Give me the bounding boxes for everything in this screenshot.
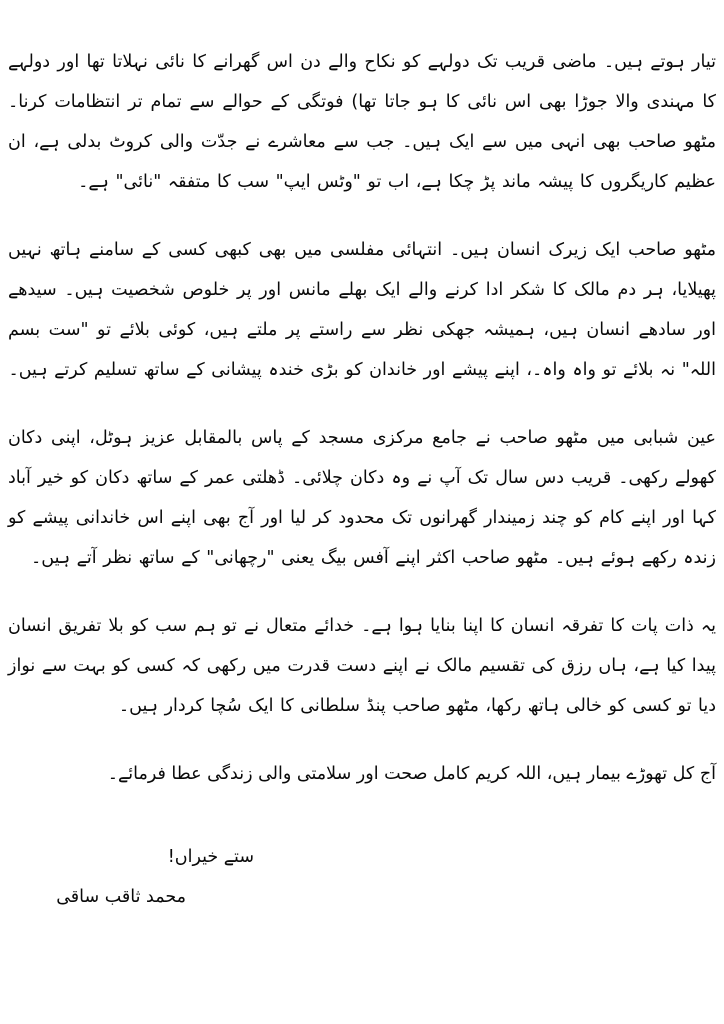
author-signature: محمد ثاقب ساقی xyxy=(56,887,186,907)
signoff-greeting: ستے خیراں! xyxy=(167,847,254,867)
signoff-block xyxy=(8,840,716,914)
paragraph-4: یہ ذات پات کا تفرقہ انسان کا اپنا بنایا ہوا ہے۔ خدائے متعال نے تو ہم سب کو بلا تفریق انسان پیدا کیا ہے، ہاں رزق کی تقسیم مالک نے اپنے دست قدرت میں رکھی کہ کسی کو بہت سے نواز دیا تو کسی کو خالی ہاتھ رکھا، مٹھو صاحب پنڈ سلطانی کا ایک سُچا کردار ہیں۔ xyxy=(8,616,716,716)
paragraph-2: مٹھو صاحب ایک زیرک انسان ہیں۔ انتہائی مفلسی میں بھی کبھی کسی کے سامنے ہاتھ نہیں پھیلایا، ہر دم مالک کا شکر ادا کرنے والے ایک بھلے مانس اور پر خلوص شخصیت ہیں۔ سیدھے اور سادھے انسان ہیں، ہمیشہ جھکی نظر سے راستے پر ملتے ہیں، کوئی بلائے تو "ست بسم اللہ" نہ بلائے تو واہ واہ۔، اپنے پیشے اور خاندان کو بڑی خندہ پیشانی کے ساتھ تسلیم کرتے ہیں۔ xyxy=(8,240,716,380)
paragraph-1: تیار ہوتے ہیں۔ ماضی قریب تک دولہے کو نکاح والے دن اس گھرانے کا نائی نہلاتا تھا اور دولہے کا مہندی والا جوڑا بھی اس نائی کا ہو جاتا تھا) فوتگی کے حوالے سے تمام تر انتظامات کرنا۔ مٹھو صاحب بھی انہی میں سے ایک ہیں۔ جب سے معاشرے نے جدّت والی کروٹ بدلی ہے، ان عظیم کاریگروں کا پیشہ ماند پڑ چکا ہے، اب تو "وٹس ایپ" سب کا متفقہ "نائی" ہے۔ xyxy=(8,52,716,192)
document-body xyxy=(8,42,716,914)
paragraph-3: عین شبابی میں مٹھو صاحب نے جامع مرکزی مسجد کے پاس بالمقابل عزیز ہوٹل، اپنی دکان کھولے رکھی۔ قریب دس سال تک آپ نے وہ دکان چلائی۔ ڈھلتی عمر کے ساتھ دکان کو خیر آباد کہا اور اپنے کام کو چند زمیندار گھرانوں تک محدود کر لیا اور آج بھی اپنے اس خاندانی پیشے کو زندہ رکھے ہوئے ہیں۔ مٹھو صاحب اکثر اپنے آفس بیگ یعنی "رچھانی" کے ساتھ نظر آتے ہیں۔ xyxy=(8,428,716,568)
closing-line: آج کل تھوڑے بیمار ہیں، اللہ کریم کامل صحت اور سلامتی والی زندگی عطا فرمائے۔ xyxy=(107,764,716,784)
